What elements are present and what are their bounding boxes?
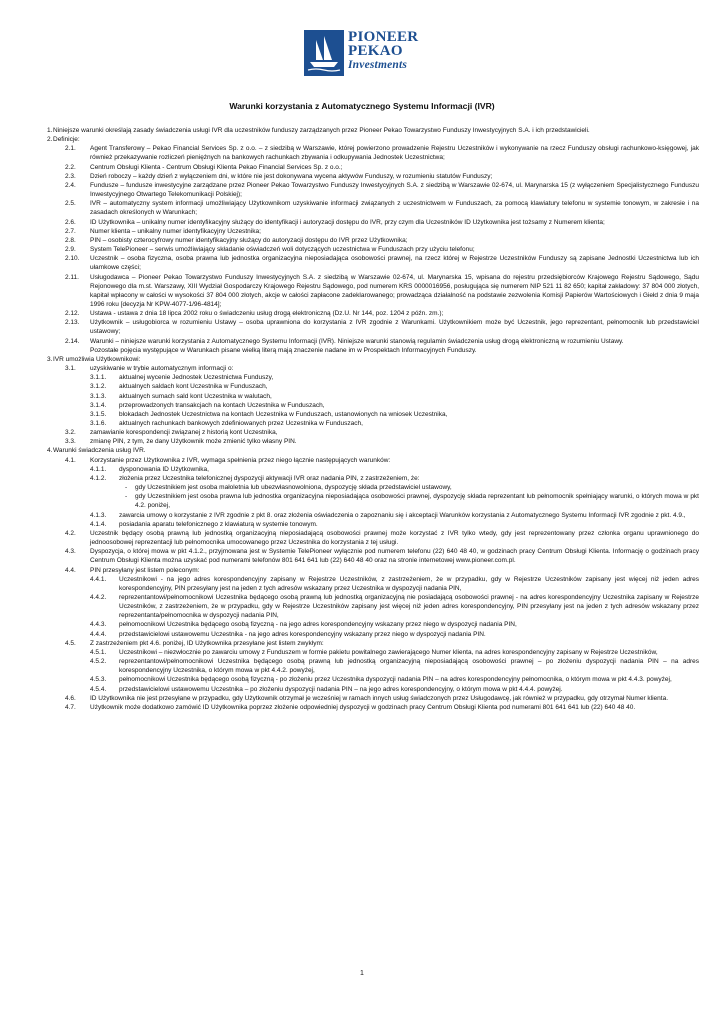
clause-number: 2.3.: [65, 172, 76, 180]
clause-text: Uczestnik – osoba fizyczna, osoba prawna lub jednostka organizacyjna nieposiadająca osobowości prawnej, na rzecz której w Rejestrze Uczestników Funduszy są zapisane Jednostki Uczestnictwa lub ich ułamkowe części;: [90, 255, 699, 272]
clause-text: Warunki świadczenia usług IVR.: [53, 447, 146, 455]
clause-item: [37, 675, 699, 684]
clause-text: Z zastrzeżeniem pkt 4.6. poniżej, ID Użytkownika przesyłane jest listem zwykłym:: [90, 639, 324, 647]
clause-item: [37, 620, 699, 629]
clause-number: 2.8.: [65, 236, 76, 244]
clause-text: pełnomocnikowi Uczestnika będącego osobą fizyczną - na jego adres korespondencyjny wskazany przez niego w dyspozycji nadania PIN,: [119, 621, 517, 629]
clause-text: Agent Transferowy – Pekao Financial Services Sp. z o.o. – z siedzibą w Warszawie, której powierzono prowadzenie Rejestru Uczestników i wykonywanie na rzecz Funduszy obsługi rachunkowo-księgowej, jak również przekazywanie rozliczeń pieniężnych na bankowych rachunkach zbywania i odkupywania Jednostek Uczestnictwa;: [90, 145, 699, 162]
logo-line-1: PIONEER: [348, 29, 419, 45]
clause-number: 4.5.1.: [90, 648, 107, 656]
clause-text: Dyspozycja, o której mowa w pkt 4.1.2., przyjmowana jest w Systemie TelePioneer wyłącznie pod numerem telefonu (22) 640 48 40, w godzinach pracy Centrum Obsługi Klienta. Informację o godzinach pracy Centrum Obsługi Klienta można uzyskać pod numerami telefonów 801 641 641 lub (22) 640 48 40 oraz na stronie internetowej www.pioneer.com.pl.: [90, 548, 699, 565]
clause-text: ID Użytkownika nie jest przesyłane w przypadku, gdy Użytkownik otrzymał je wcześniej w ramach innych usług świadczonych przez Usługodawcę, jak również w przypadku, gdy otrzymał Numer klienta.: [90, 694, 669, 702]
clause-text: uzyskiwanie w trybie automatycznym informacji o:: [90, 365, 234, 373]
clause-item: [37, 456, 699, 465]
clause-number: 2.7.: [65, 227, 76, 235]
clause-item: [37, 593, 699, 620]
clause-item: [37, 547, 699, 565]
clause-number: 2.12.: [65, 310, 80, 318]
clause-number: 4.4.4.: [90, 630, 107, 638]
clause-item: [37, 630, 699, 639]
clause-item: [37, 685, 699, 694]
clause-number: 4.1.2.: [90, 474, 107, 482]
clause-number: 4.3.: [65, 548, 76, 556]
clause-number: 3.: [47, 355, 53, 363]
clause-item: [37, 346, 699, 355]
clause-item: [37, 401, 699, 410]
clause-item: [37, 419, 699, 428]
clause-number: 3.2.: [65, 429, 76, 437]
clause-item: [37, 446, 699, 455]
clause-number: 4.1.3.: [90, 511, 107, 519]
clause-text: Uczestnikowi – niezwłocznie po zawarciu umowy z Funduszem w formie pakietu powitalnego zawierającego Numer klienta, na adres korespondencyjny zapisany w Rejestrze Uczestników,: [119, 648, 658, 656]
clause-text: Usługodawca – Pioneer Pekao Towarzystwo Funduszy Inwestycyjnych S.A. z siedzibą w Warszawie 02-674, ul. Marynarska 15, wpisana do rejestru przedsiębiorców Krajowego Rejestru Sądowego, Sądu Rejonowego dla m.st. Warszawy, XIII Wydział Gospodarczy Krajowego Rejestru Sądowego, pod numerem KRS 0000016956, posługująca się numerem NIP 521 11 82 650; kapitał zakładowy: 37 804 000 złotych, kapitał wpłacony w całości w wysokości 37 804 000 złotych, akcje w całości zapłacone zadeklarowanego; prowadząca działalność na podstawie zezwolenia Komisji Papierów Wartościowych i Giełd z dnia 9 maja 1996 roku [decyzja Nr KPW-4077-1/96-4814];: [90, 273, 699, 308]
clause-text: System TelePioneer – serwis umożliwiający składanie oświadczeń woli dotyczących uczestnictwa w Funduszach przy użyciu telefonu;: [90, 246, 475, 254]
clause-item: [37, 648, 699, 657]
clause-text: blokadach Jednostek Uczestnictwa na kontach Uczestnika w Funduszach, ustanowionych na wniosek Uczestnika,: [119, 410, 448, 418]
logo-line-3: Investments: [348, 59, 408, 71]
clause-number: 3.1.6.: [90, 420, 107, 427]
clause-number: 4.4.2.: [90, 593, 107, 601]
clause-item: [37, 227, 699, 236]
clause-number: 3.3.: [65, 438, 76, 446]
clause-text: przedstawicielowi ustawowemu Uczestnika - na jego adres korespondencyjny wskazany przez niego w dyspozycji nadania PIN.: [119, 630, 486, 638]
clause-number: -: [125, 493, 128, 501]
clause-text: gdy Uczestnikiem jest osoba prawna lub jednostka organizacyjna nieposiadająca osobowości prawnej, dyspozycję składa reprezentant lub pełnomocnik spełniający warunki, o których mowa w pkt 4.2. poniżej,: [135, 493, 699, 510]
clause-number: 4.7.: [65, 703, 76, 711]
clause-text: Dzień roboczy – każdy dzień z wyłączeniem dni, w które nie jest dokonywana wycena aktywów Funduszy, w rozumieniu statutów Funduszy;: [90, 172, 493, 180]
clause-text: przeprowadzonych transakcjach na kontach Uczestnika w Funduszach,: [119, 401, 325, 409]
clause-item: [37, 529, 699, 547]
clause-text: pełnomocnikowi Uczestnika będącego osobą fizyczną - po złożeniu przez Uczestnika dyspozycji nadania PIN – na adres korespondencyjny pełnomocnika, o którym mowa w pkt 4.4.3. powyżej,: [119, 676, 672, 684]
clause-item: [37, 163, 699, 172]
clause-text: PIN – osobisty czterocyfrowy numer identyfikacyjny służący do autoryzacji dostępu do IVR przez Użytkownika;: [90, 236, 408, 244]
clause-number: 4.1.1.: [90, 465, 107, 473]
clause-number: 2.14.: [65, 337, 80, 345]
company-logo: [304, 30, 454, 82]
clause-item: [37, 337, 699, 346]
clause-number: 2.5.: [65, 200, 76, 208]
clause-number: 4.4.3.: [90, 621, 107, 629]
clause-number: 2.: [47, 136, 53, 144]
clause-text: Ustawa - ustawa z dnia 18 lipca 2002 roku o świadczeniu usług drogą elektroniczną (Dz.U. Nr 144, poz. 1204 z późn. zm.);: [90, 310, 444, 318]
clause-text: Numer klienta – unikalny numer identyfikacyjny Uczestnika;: [90, 227, 261, 235]
clause-number: 4.1.: [65, 456, 76, 464]
clause-item: [37, 135, 699, 144]
clause-number: 4.5.2.: [90, 658, 107, 666]
clause-item: [37, 474, 699, 483]
clause-text: PIN przesyłany jest listem poleconym:: [90, 566, 200, 574]
clause-item: [37, 639, 699, 648]
clause-text: zmianę PIN, z tym, że dany Użytkownik może zmienić tylko własny PIN.: [90, 438, 297, 446]
document-body: [37, 126, 699, 712]
clause-item: [37, 254, 699, 272]
clause-item: [37, 566, 699, 575]
clause-number: 4.5.4.: [90, 685, 107, 693]
clause-number: 4.4.: [65, 566, 76, 574]
clause-number: -: [125, 484, 128, 492]
clause-number: 4.4.1.: [90, 575, 107, 583]
clause-number: 2.6.: [65, 218, 76, 226]
clause-text: posiadania aparatu telefonicznego z klawiaturą w systemie tonowym.: [119, 520, 318, 528]
clause-text: aktualnej wycenie Jednostek Uczestnictwa Funduszy,: [119, 374, 274, 382]
clause-number: 3.1.3.: [90, 392, 107, 400]
clause-item: [37, 218, 699, 227]
clause-number: 2.1.: [65, 145, 76, 153]
clause-text: aktualnych saldach kont Uczestnika w Funduszach,: [119, 383, 268, 391]
clause-item: [37, 126, 699, 135]
clause-text: IVR – automatyczny system informacji umożliwiający Użytkownikom uzyskiwanie informacji związanych z uczestnictwem w Funduszach, za pomocą klawiatury telefonu w systemie tonowym, w zakresie i na zasadach określonych w Warunkach;: [90, 200, 699, 217]
clause-text: Korzystanie przez Użytkownika z IVR, wymaga spełnienia przez niego łącznie następujących warunków:: [90, 456, 391, 464]
clause-text: aktualnych sumach sald kont Uczestnika w walutach,: [119, 392, 272, 400]
clause-text: aktualnych rachunkach bankowych zdefiniowanych przez Uczestnika w Funduszach,: [119, 420, 363, 427]
clause-text: gdy Uczestnikiem jest osoba małoletnia lub ubezwłasnowolniona, dyspozycję składa przedstawiciel ustawowy,: [135, 484, 452, 492]
clause-number: 2.11.: [65, 273, 79, 281]
clause-item: [37, 364, 699, 373]
clause-text: ID Użytkownika – unikalny numer identyfikacyjny służący do identyfikacji i autoryzacji dostępu do IVR, przy czym dla Uczestników ID Użytkownika jest tożsamy z Numerem klienta;: [90, 218, 605, 226]
clause-number: 3.1.2.: [90, 383, 107, 391]
clause-item: [37, 144, 699, 162]
clause-text: Niniejsze warunki określają zasady świadczenia usługi IVR dla uczestników funduszy zarządzanych przez Pioneer Pekao Towarzystwo Funduszy Inwestycyjnych S.A. i ich przedstawicieli.: [53, 127, 590, 134]
clause-number: 2.2.: [65, 163, 76, 171]
clause-number: 4.5.: [65, 639, 76, 647]
clause-item: [37, 236, 699, 245]
clause-number: 3.1.1.: [90, 374, 107, 382]
clause-item: [37, 245, 699, 254]
clause-text: Uczestnik będący osobą prawną lub jednostką organizacyjną nieposiadającą osobowości prawnej może korzystać z IVR tylko wtedy, gdy jest reprezentowany przez członka organu uprawnionego do jednoosobowej reprezentacji lub pełnomocnika umocowanego przez Uczestnika do korzystania z tej usługi.: [90, 529, 699, 547]
clause-item: [37, 309, 699, 318]
clause-text: Definicje:: [53, 136, 80, 144]
clause-number: 4.5.3.: [90, 676, 107, 684]
clause-text: Użytkownik może dodatkowo zamówić ID Użytkownika poprzez złożenie odpowiedniej dyspozycji w godzinach pracy Centrum Obsługi Klienta pod numerami 801 641 641 lub (22) 640 48 40.: [90, 703, 636, 711]
clause-item: [37, 465, 699, 474]
clause-text: reprezentantowi/pełnomocnikowi Uczestnika będącego osobą prawną lub jednostką organizacyjną nie posiadającą osobowości prawnej - na adres korespondencyjny Uczestnika zapisany w Rejestrze Uczestników, z zastrzeżeniem, że w przypadku, gdy w Rejestrze Uczestników zapisany jest więcej niż jeden adres korespondencyjny, PIN przesyłany jest na jeden z tych adresów wskazany przez reprezentanta/pełnomocnika w dyspozycji nadania PIN,: [119, 593, 699, 620]
clause-item: [37, 575, 699, 593]
clause-text: Fundusze – fundusze inwestycyjne zarządzane przez Pioneer Pekao Towarzystwo Funduszy Inwestycyjnych S.A. z siedzibą w Warszawie 02-674, ul. Marynarska 15 (z wyłączeniem Specjalistycznego Funduszu Inwestycyjnego Otwartego Telekomunikacji Polskiej);: [90, 181, 699, 199]
clause-item: [37, 657, 699, 675]
logo-line-2: PEKAO: [348, 43, 403, 59]
clause-text: zamawianie korespondencji związanej z historią kont Uczestnika,: [90, 429, 278, 437]
clause-item: [37, 694, 699, 703]
clause-item: [37, 273, 699, 310]
clause-number: 3.1.5.: [90, 410, 107, 418]
clause-number: 2.9.: [65, 246, 76, 254]
clause-number: 1.: [47, 127, 53, 134]
clause-item: [37, 318, 699, 336]
clause-item: [37, 199, 699, 217]
clause-text: Użytkownik – usługobiorca w rozumieniu Ustawy – osoba uprawniona do korzystania z IVR zgodnie z Warunkami. Użytkownikiem może być Uczestnik, jego reprezentant, pełnomocnik lub przedstawiciel ustawowy;: [90, 319, 699, 336]
clause-number: 3.1.: [65, 365, 76, 373]
clause-item: [37, 428, 699, 437]
ship-logo-icon: [304, 30, 344, 76]
clause-number: 4.: [47, 447, 53, 455]
clause-number: 4.6.: [65, 694, 76, 702]
clause-text: reprezentantowi/pełnomocnikowi Uczestnika będącego osobą prawną lub jednostką organizacyjną nieposiadającą osobowości prawnej – po złożeniu dyspozycji nadania PIN – na adres korespondencyjny Uczestnika, o którym mowa w pkt 4.4.2. powyżej,: [119, 658, 699, 675]
clause-text: Pozostałe pojęcia występujące w Warunkach pisane wielką literą mają znaczenie nadane im w Prospektach Informacyjnych Funduszy.: [90, 346, 477, 354]
clause-number: 2.13.: [65, 319, 80, 327]
clause-item: [37, 703, 699, 712]
clause-item: [37, 373, 699, 382]
clause-item: [37, 382, 699, 391]
clause-item: [37, 511, 699, 520]
clause-text: złożenia przez Uczestnika telefonicznej dyspozycji aktywacji IVR oraz nadania PIN, z zastrzeżeniem, że:: [119, 474, 420, 482]
clause-item: [37, 392, 699, 401]
clause-number: 2.4.: [65, 181, 76, 189]
clause-number: 3.1.4.: [90, 401, 107, 409]
clause-item: [37, 172, 699, 181]
clause-text: Uczestnikowi - na jego adres korespondencyjny zapisany w Rejestrze Uczestników, z zastrzeżeniem, że w przypadku, gdy w Rejestrze Uczestników zapisany jest więcej niż jeden adres korespondencyjny, PIN przesyłany jest na jeden z tych adresów wskazany przez Uczestnika w dyspozycji nadania PIN,: [119, 575, 699, 592]
clause-text: zawarcia umowy o korzystanie z IVR zgodnie z pkt 8. oraz złożenia oświadczenia o zapoznaniu się i akceptacji Warunków korzystania z Automatycznego Systemu Informacji IVR zgodnie z pkt. 4.9.,: [119, 511, 686, 519]
clause-number: 2.10.: [65, 255, 80, 263]
clause-item: [37, 410, 699, 419]
clause-text: Centrum Obsługi Klienta - Centrum Obsługi Klienta Pekao Financial Services Sp. z o.o.;: [90, 163, 343, 171]
clause-text: IVR umożliwia Użytkownikowi:: [53, 355, 141, 363]
clause-text: przedstawicielowi ustawowemu Uczestnika – po złożeniu dyspozycji nadania PIN – na jego adres korespondencyjny, o którym mowa w pkt 4.4.4. powyżej.: [119, 685, 563, 693]
clause-item: [37, 492, 699, 510]
clause-item: [37, 520, 699, 529]
clause-text: Warunki – niniejsze warunki korzystania z Automatycznego Systemu Informacji (IVR). Niniejsze warunki stanowią regulamin świadczenia usług drogą elektroniczną w rozumieniu Ustawy.: [90, 337, 624, 345]
clause-number: 4.2.: [65, 529, 76, 537]
clause-item: [37, 355, 699, 364]
clause-item: [37, 483, 699, 492]
document-title: Warunki korzystania z Automatycznego Systemu Informacji (IVR): [229, 101, 495, 111]
clause-item: [37, 437, 699, 446]
clause-item: [37, 181, 699, 199]
clause-text: dysponowania ID Użytkownika,: [119, 465, 209, 473]
clause-number: 4.1.4.: [90, 520, 107, 528]
page-number: 1: [360, 970, 364, 977]
